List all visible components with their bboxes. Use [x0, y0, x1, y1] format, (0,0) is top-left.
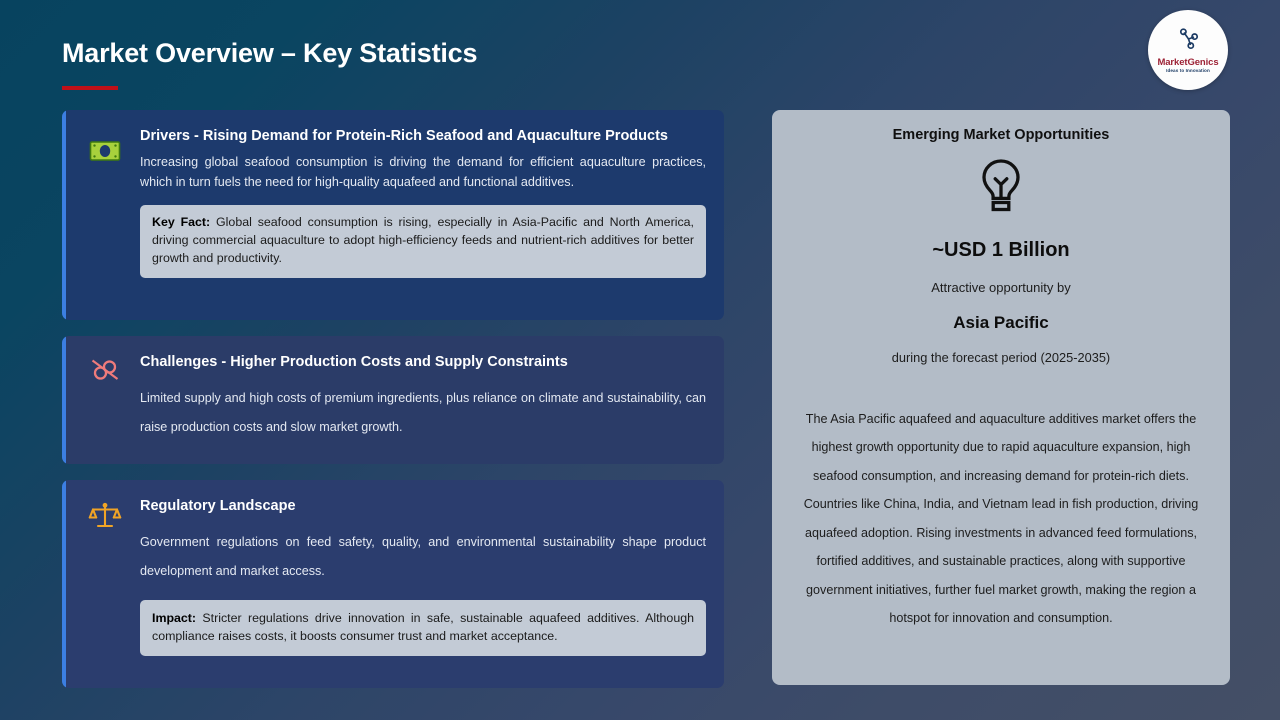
logo-tagline: Ideas to Innovation [1166, 68, 1210, 74]
lightbulb-icon [788, 157, 1214, 215]
card-callout [140, 600, 706, 656]
broken-link-icon [84, 349, 126, 391]
card-regulatory [62, 480, 724, 688]
molecule-node-icon [1175, 26, 1201, 57]
card-drivers [62, 110, 724, 320]
card-title: Drivers - Rising Demand for Protein-Rich Seafood and Aquaculture Products [140, 128, 668, 144]
title-underline-accent [62, 86, 118, 90]
brand-logo [1148, 10, 1228, 90]
money-banknote-icon [84, 130, 126, 172]
card-body: Increasing global seafood consumption is driving the demand for efficient aquaculture practices, which in turn fuels the need for high-quality aquafeed and functional additives. [140, 154, 706, 189]
forecast-period: during the forecast period (2025-2035) [891, 350, 1111, 365]
card-accent-bar [62, 336, 66, 464]
callout-text: Stricter regulations drive innovation in safe, sustainable aquafeed additives. Although compliance raises costs, it boosts consumer trust and market acceptance. [152, 610, 694, 644]
card-accent-bar [62, 110, 66, 320]
opportunity-subtitle: Attractive opportunity by [931, 280, 1071, 295]
callout-label: Key Fact: [152, 214, 211, 229]
scales-of-justice-icon [84, 495, 126, 537]
card-body: Government regulations on feed safety, quality, and environmental sustainability shape product development and market access. [140, 534, 706, 578]
opportunity-figure: ~USD 1 Billion [932, 239, 1070, 261]
card-callout [140, 205, 706, 278]
card-challenges [62, 336, 724, 464]
panel-paragraph: The Asia Pacific aquafeed and aquaculture additives market offers the highest growth opportunity due to rapid aquaculture expansion, high seafood consumption, and increasing demand for protein-rich diets. Countries like China, India, and Vietnam lead in fish production, driving aquafeed adoption. Rising investments in advanced feed formulations, fortified additives, and sustainable practices, along with supportive government initiatives, further fuel market growth, making the region a hotspot for innovation and consumption. [803, 412, 1199, 626]
opportunity-region: Asia Pacific [953, 313, 1049, 332]
callout-text: Global seafood consumption is rising, especially in Asia-Pacific and North America, driving commercial aquaculture to adopt high-efficiency feeds and nutrient-rich additives for better growth and productivity. [152, 214, 694, 265]
emerging-opportunities-panel [772, 110, 1230, 685]
card-body: Limited supply and high costs of premium ingredients, plus reliance on climate and sustainability, can raise production costs and slow market growth. [140, 390, 706, 434]
card-title: Challenges - Higher Production Costs and Supply Constraints [140, 354, 568, 370]
card-accent-bar [62, 480, 66, 688]
page-title: Market Overview – Key Statistics [62, 38, 478, 68]
logo-name: MarketGenics [1157, 57, 1219, 69]
cards-column [62, 110, 724, 704]
card-title: Regulatory Landscape [140, 498, 296, 514]
panel-title: Emerging Market Opportunities [892, 127, 1110, 143]
callout-label: Impact: [152, 610, 197, 625]
